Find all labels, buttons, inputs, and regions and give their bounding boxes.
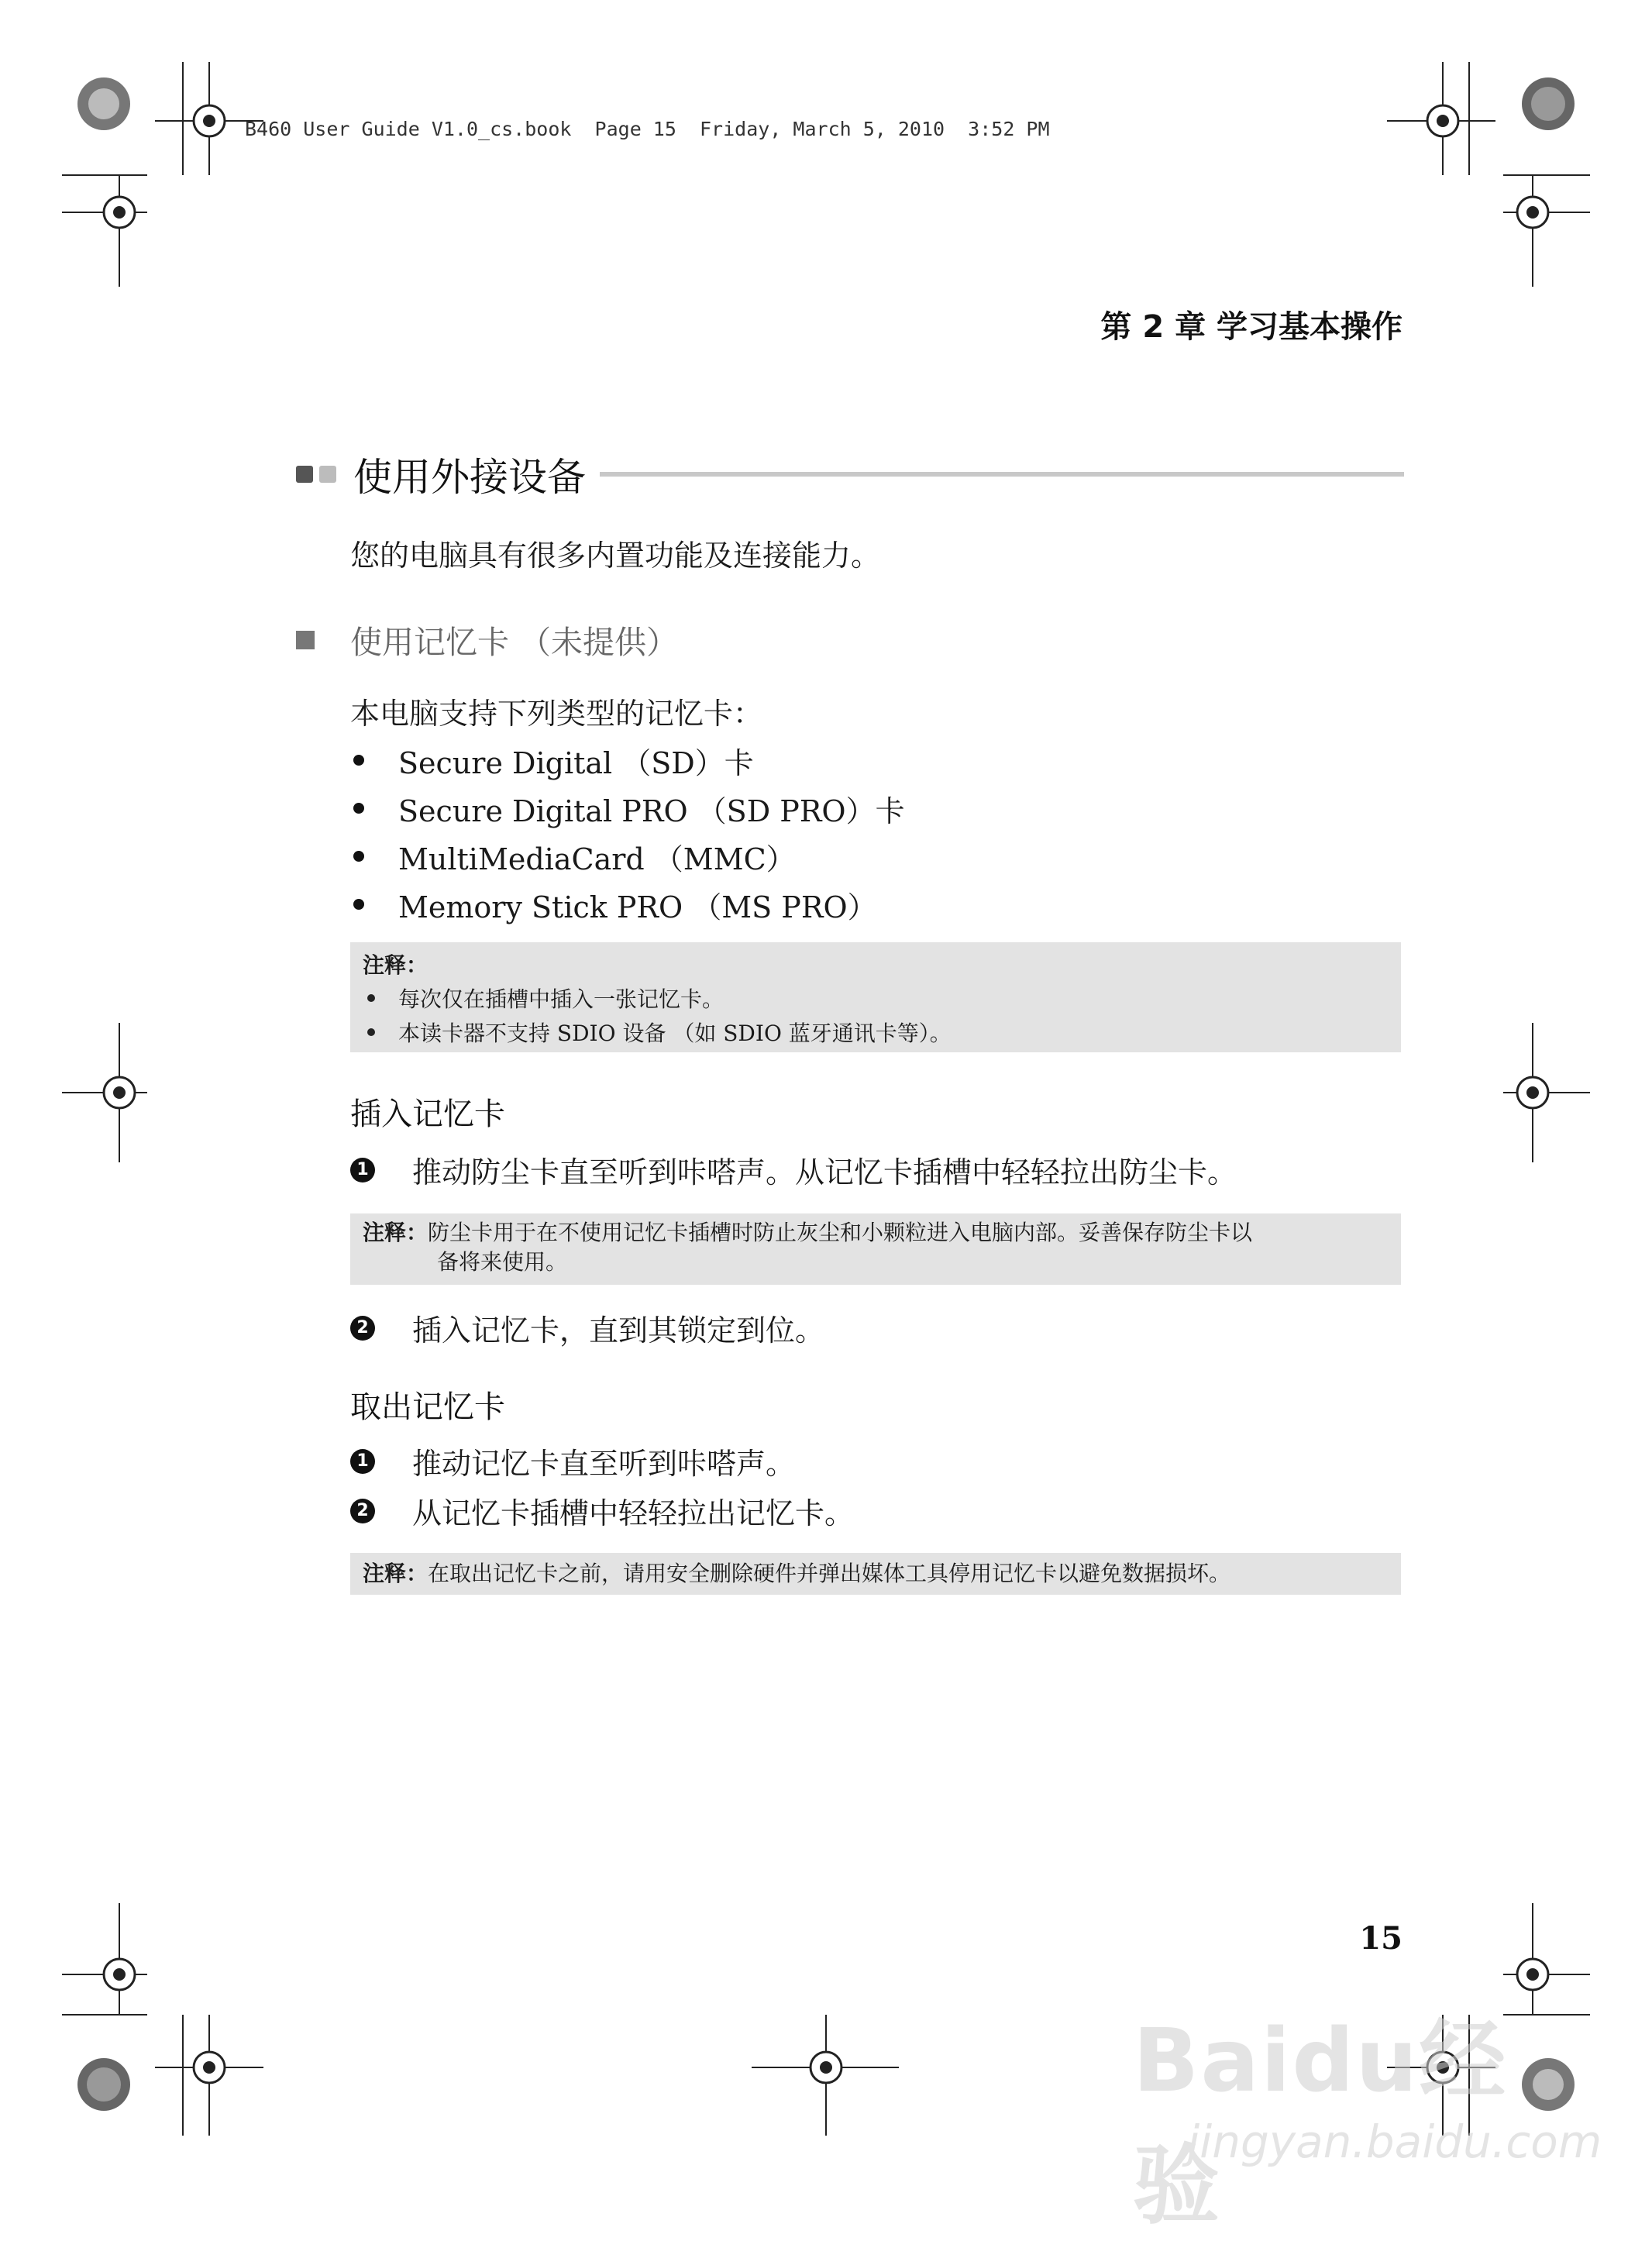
step-text: 从记忆卡插槽中轻轻拉出记忆卡。 <box>412 1496 855 1530</box>
note-box-safe-removal <box>350 1553 1401 1595</box>
step-number-icon: 2 <box>350 1316 375 1341</box>
step-text: 推动记忆卡直至听到咔嗒声。 <box>412 1447 796 1481</box>
subsection-title: 使用记忆卡 （未提供） <box>350 624 679 661</box>
note-box-dust-card <box>350 1213 1401 1285</box>
bullet-icon <box>353 755 364 766</box>
bullet-icon <box>353 851 364 862</box>
note-item: 每次仅在插槽中插入一张记忆卡。 <box>398 986 724 1012</box>
step-text: 插入记忆卡，直到其锁定到位。 <box>412 1313 825 1348</box>
list-item: Memory Stick PRO （MS PRO） <box>350 880 905 928</box>
section-heading <box>296 443 1404 505</box>
watermark <box>1117 1976 1602 2236</box>
list-item: Secure Digital PRO （SD PRO）卡 <box>350 784 905 832</box>
bullet-icon <box>353 803 364 814</box>
remove-step-2 <box>350 1489 854 1532</box>
subsection-heading <box>296 617 678 663</box>
step-number-icon: 1 <box>350 1449 375 1474</box>
note-label: 注释： <box>363 952 428 978</box>
step-text: 推动防尘卡直至听到咔嗒声。从记忆卡插槽中轻轻拉出防尘卡。 <box>412 1155 1237 1189</box>
note-label: 注释： <box>363 1220 428 1245</box>
intro-paragraph: 您的电脑具有很多内置功能及连接能力。 <box>350 539 881 573</box>
step-number-icon: 1 <box>350 1158 375 1182</box>
bullet-icon <box>367 994 375 1002</box>
step-number-icon: 2 <box>350 1499 375 1523</box>
insert-heading: 插入记忆卡 <box>350 1096 505 1132</box>
note-text-continued: 备将来使用。 <box>437 1249 568 1275</box>
page-number: 15 <box>1359 1920 1402 1957</box>
remove-heading: 取出记忆卡 <box>350 1389 505 1425</box>
note-text: 防尘卡用于在不使用记忆卡插槽时防止灰尘和小颗粒进入电脑内部。妥善保存防尘卡以 <box>428 1220 1253 1245</box>
note-item: 本读卡器不支持 SDIO 设备 （如 SDIO 蓝牙通讯卡等）。 <box>398 1021 952 1046</box>
list-item: Secure Digital （SD）卡 <box>350 736 905 784</box>
bullet-icon <box>367 1028 375 1036</box>
section-marker-dark <box>296 466 313 483</box>
section-title: 使用外接设备 <box>353 455 586 500</box>
supported-cards-intro: 本电脑支持下列类型的记忆卡： <box>350 697 763 731</box>
card-type-list <box>350 736 905 928</box>
watermark-logo: Baidu经验 <box>1133 2011 1508 2236</box>
section-rule <box>600 472 1404 477</box>
list-item: MultiMediaCard （MMC） <box>350 832 905 880</box>
insert-step-2 <box>350 1306 824 1349</box>
remove-step-1 <box>350 1440 795 1482</box>
insert-step-1 <box>350 1148 1237 1191</box>
print-header: B460 User Guide V1.0_cs.book Page 15 Friday, March 5, 2010 3:52 PM <box>245 118 1050 140</box>
subsection-marker <box>296 631 315 649</box>
bullet-icon <box>353 899 364 910</box>
note-text: 在取出记忆卡之前，请用安全删除硬件并弹出媒体工具停用记忆卡以避免数据损坏。 <box>428 1561 1231 1586</box>
watermark-url: jingyan.baidu.com <box>1187 2115 1602 2168</box>
section-marker-light <box>319 466 336 483</box>
note-box-card-limits <box>350 942 1401 1052</box>
chapter-title: 第 2 章 学习基本操作 <box>1100 309 1402 345</box>
note-label: 注释： <box>363 1561 428 1586</box>
